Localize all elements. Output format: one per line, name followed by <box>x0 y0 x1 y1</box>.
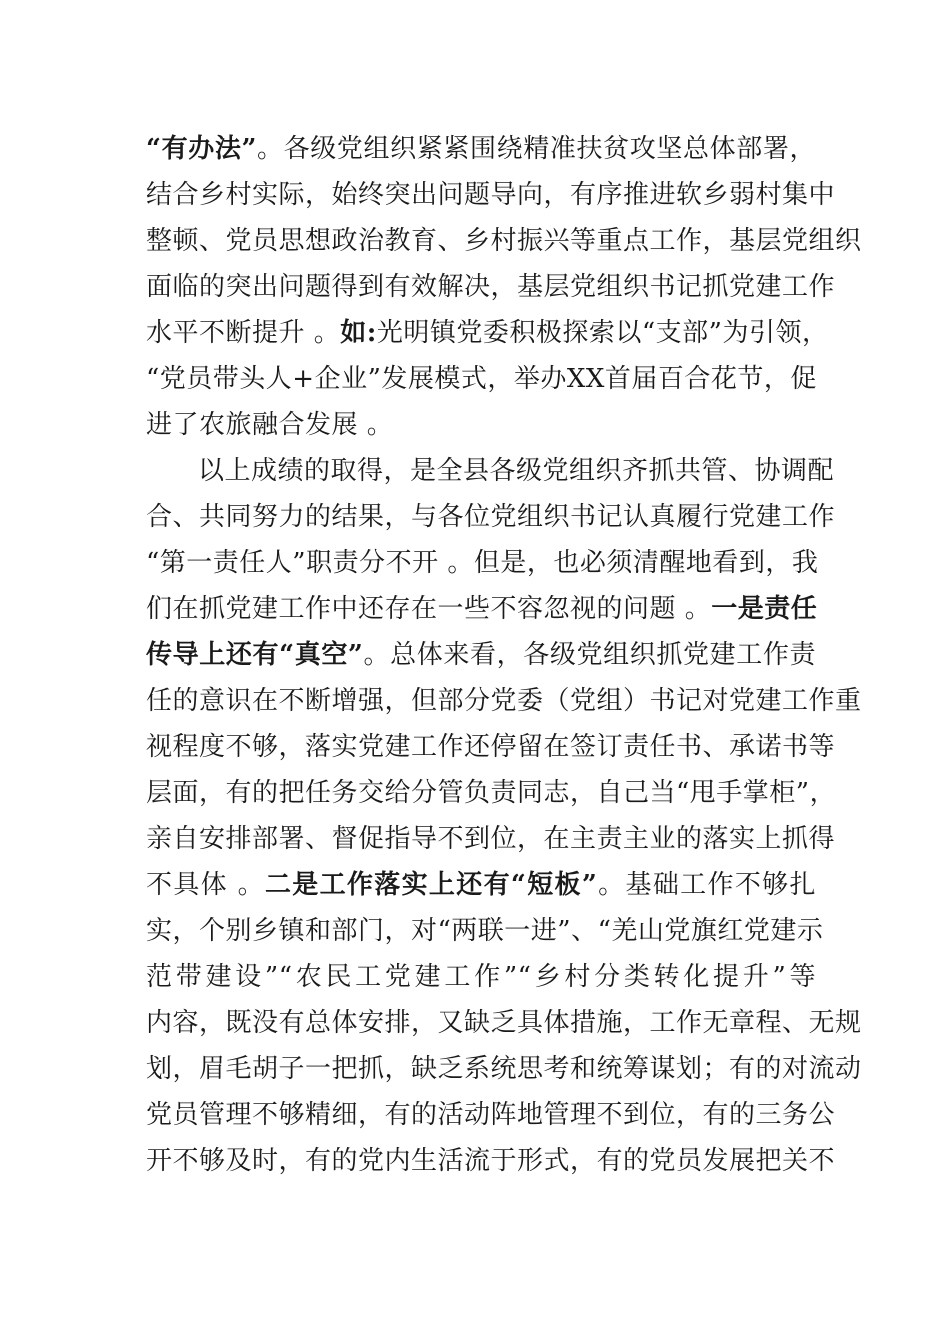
text-line: 亲自安排部署、督促指导不到位，在主责主业的落实上抓得 <box>146 824 836 854</box>
text-line <box>146 632 816 678</box>
text-line: “第一责任人”职责分不开 。但是，也必须清醒地看到，我 <box>146 548 819 578</box>
text-line: 划，眉毛胡子一把抓，缺乏系统思考和统筹谋划；有的对流动 <box>146 1054 862 1084</box>
text-span: 光明镇党委积极探索以“支部”为引领， <box>376 318 829 348</box>
text-span: 们在抓党建工作中还存在一些不容忽视的问题 。 <box>146 594 712 624</box>
text-line <box>146 586 816 632</box>
bold-label: 如: <box>340 318 377 348</box>
text-line: 范带建设”“农民工党建工作”“乡村分类转化提升”等 <box>146 962 816 992</box>
text-line: 视程度不够，落实党建工作还停留在签订责任书、承诺书等 <box>146 732 836 762</box>
bold-heading: 二是工作落实上还有“短板” <box>264 870 598 900</box>
text-line: “党员带头人+企业”发展模式，举办XX首届百合花节，促 <box>146 364 817 394</box>
text-span: 不具体 。 <box>146 870 265 900</box>
text-line: 内容，既没有总体安排，又缺乏具体措施，工作无章程、无规 <box>146 1008 862 1038</box>
text-line: 合、共同努力的结果，与各位党组织书记认真履行党建工作 <box>146 502 836 532</box>
text-line: 层面，有的把任务交给分管负责同志，自己当“甩手掌柜”， <box>146 778 837 808</box>
text-span: 。基础工作不够扎 <box>597 870 816 900</box>
text-line: 面临的突出问题得到有效解决，基层党组织书记抓党建工作 <box>146 272 836 302</box>
text-line: 党员管理不够精细，有的活动阵地管理不到位，有的三务公 <box>146 1100 836 1130</box>
paragraph <box>146 448 862 1184</box>
text-line: 进了农旅融合发展 。 <box>146 410 394 440</box>
text-span: 。各级党组织紧紧围绕精准扶贫攻坚总体部署， <box>256 134 816 164</box>
paragraph <box>146 126 862 448</box>
document-body <box>146 126 862 1184</box>
bold-heading: “有办法” <box>146 134 257 164</box>
text-line: 任的意识在不断增强，但部分党委（党组）书记对党建工作重 <box>146 686 862 716</box>
text-line <box>146 310 829 356</box>
text-span: 。总体来看，各级党组织抓党建工作责 <box>363 640 816 670</box>
text-line <box>146 862 816 908</box>
text-line: 以上成绩的取得，是全县各级党组织齐抓共管、协调配 <box>198 456 835 486</box>
text-line: 实，个别乡镇和部门，对“两联一进”、“羌山党旗红党建示 <box>146 916 824 946</box>
bold-heading: 一是责任 <box>711 594 818 624</box>
text-line: 整顿、党员思想政治教育、乡村振兴等重点工作，基层党组织 <box>146 226 862 256</box>
bold-heading: 传导上还有“真空” <box>146 640 364 670</box>
text-line <box>146 126 816 172</box>
text-line: 开不够及时，有的党内生活流于形式，有的党员发展把关不 <box>146 1146 836 1176</box>
text-span: 水平不断提升 。 <box>146 318 341 348</box>
text-line: 结合乡村实际，始终突出问题导向，有序推进软乡弱村集中 <box>146 180 836 210</box>
